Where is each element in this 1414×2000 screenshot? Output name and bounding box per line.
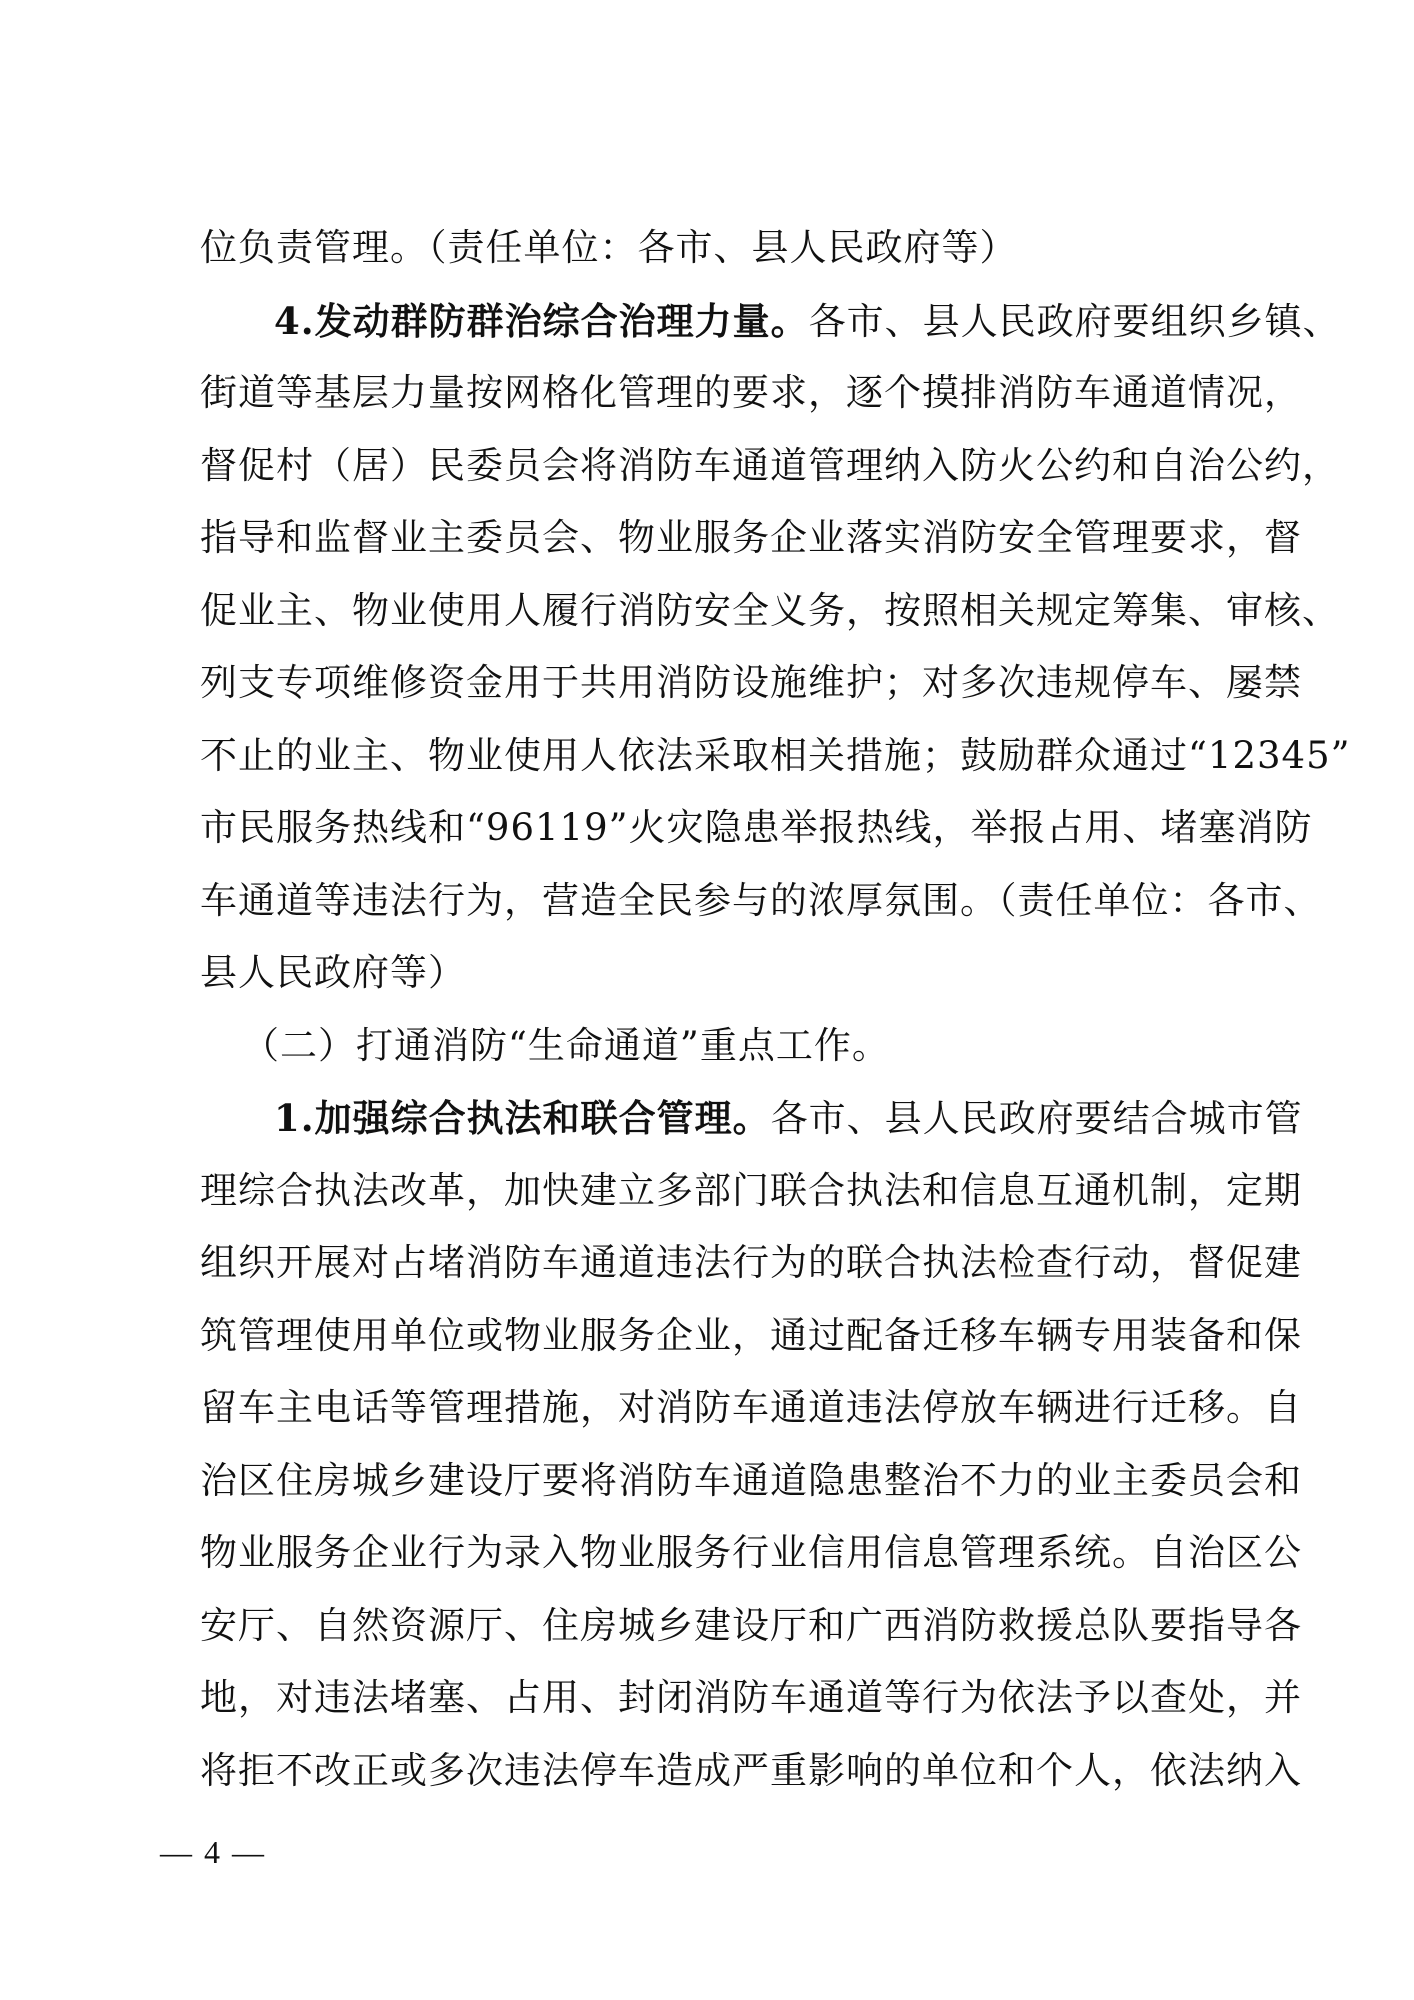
- text-line: 不止的业主、物业使用人依法采取相关措施；鼓励群众通过“12345”: [200, 733, 1351, 777]
- text-line: 县人民政府等）: [200, 951, 466, 994]
- body-text: [200, 212, 1351, 1807]
- text-line: 车通道等违法行为，营造全民参与的浓厚氛围。（责任单位：各市、: [200, 878, 1322, 922]
- paragraph-4-first-line: [200, 285, 1341, 358]
- page-number: — 4 —: [160, 1834, 266, 1870]
- text-line: 促业主、物业使用人履行消防安全义务，按照相关规定筹集、审核、: [200, 588, 1340, 632]
- text-line: 市民服务热线和“96119”火灾隐患举报热线，举报占用、堵塞消防: [200, 806, 1313, 849]
- paragraph-4-text: 各市、县人民政府要组织乡镇、: [808, 299, 1341, 343]
- text-line: 留车主电话等管理措施，对消防车通道违法停放车辆进行迁移。自: [200, 1386, 1302, 1429]
- paragraph-4-heading: 4.发动群防群治综合治理力量。: [274, 298, 809, 343]
- text-line: 筑管理使用单位或物业服务企业，通过配备迁移车辆专用装备和保: [200, 1313, 1302, 1357]
- text-line: 理综合执法改革，加快建立多部门联合执法和信息互通机制，定期: [200, 1168, 1302, 1212]
- text-line: 位负责管理。（责任单位：各市、县人民政府等）: [200, 226, 1018, 269]
- text-line: 物业服务企业行为录入物业服务行业信用信息管理系统。自治区公: [200, 1531, 1302, 1574]
- paragraph-1-text: 各市、县人民政府要结合城市管: [770, 1097, 1303, 1140]
- text-line: 督促村（居）民委员会将消防车通道管理纳入防火公约和自治公约，: [200, 443, 1340, 487]
- text-line: 列支专项维修资金用于共用消防设施维护；对多次违规停车、屡禁: [200, 661, 1302, 704]
- text-line: 将拒不改正或多次违法停车造成严重影响的单位和个人，依法纳入: [200, 1748, 1302, 1792]
- section-heading: （二）打通消防“生命通道”重点工作。: [242, 1023, 890, 1067]
- text-line: 组织开展对占堵消防车通道违法行为的联合执法检查行动，督促建: [200, 1241, 1302, 1284]
- paragraph-1-first-line: [200, 1082, 1303, 1155]
- text-line: 地，对违法堵塞、占用、封闭消防车通道等行为依法予以查处，并: [200, 1676, 1302, 1719]
- text-line: 安厅、自然资源厅、住房城乡建设厅和广西消防救援总队要指导各: [200, 1603, 1302, 1647]
- paragraph-1-heading: 1.加强综合执法和联合管理。: [274, 1096, 771, 1140]
- text-line: 治区住房城乡建设厅要将消防车通道隐患整治不力的业主委员会和: [200, 1458, 1302, 1502]
- text-line: 指导和监督业主委员会、物业服务企业落实消防安全管理要求，督: [200, 516, 1302, 559]
- text-line: 街道等基层力量按网格化管理的要求，逐个摸排消防车通道情况，: [200, 371, 1302, 414]
